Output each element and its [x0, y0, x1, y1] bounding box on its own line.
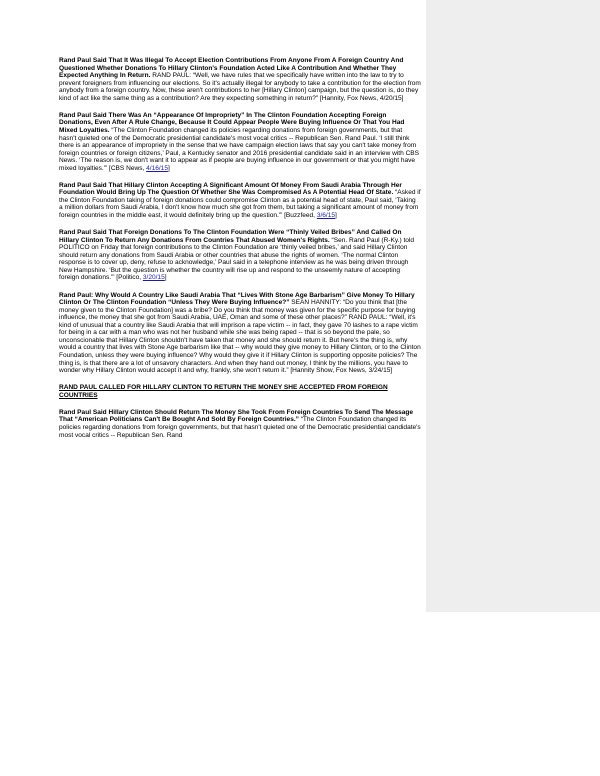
source-link-cbs[interactable]: 4/16/15 [146, 164, 168, 172]
paragraph-text: RAND PAUL: “Well, we have rules that we specifically have written into the law to try to prevent foreigners from influencing our elections. So it's actually illegal for anybody to take a contribution for the election from anybody from a foreign country. Now, these aren't contributions to her [Hillary Clinton] campaign, but the question is, do they kind of act like the same thing as a contribution? Are they expecting something in return?” [Hannity, Fox News, 4/20/15] [59, 72, 421, 102]
comment-margin-panel [426, 0, 600, 612]
paragraph-headline: Rand Paul Said That Hillary Clinton Accepting A Significant Amount Of Money From Saudi Arabia Through Her Foundation Would Bring Up The Question Of Whether She Was Compromised As A Potential Head Of State. [59, 181, 402, 197]
section-header: RAND PAUL CALLED FOR HILLARY CLINTON TO RETURN THE MONEY SHE ACCEPTED FROM FOREIGN COUNTRIES [59, 384, 388, 399]
paragraph-illegal-contributions [59, 57, 421, 102]
paragraph-text: “The Clinton Foundation changed its policies regarding donations from foreign governments, but that hasn't quieted one of the Democratic presidential candidate's most vocal critics -- Republican Sen. Rand Paul. ‘I still think there is an appearance of impropriety in the sense that we have campaign election laws that say you can't take money from foreign countries or foreign citizens,’ Paul, a Kentucky senator and 2016 presidential candidate said in an interview with CBS News. ‘The reason is, we don't want it to appear as if people are buying influence in our government or that you might have mixed loyalties.'” [CBS News, [59, 126, 420, 172]
paragraph-stone-age-barbarism [59, 292, 421, 375]
paragraph-return-the-money [59, 409, 421, 439]
paragraph-end: ] [167, 164, 170, 172]
paragraph-headline: Rand Paul Said There Was An “Appearance Of Impropriety” In The Clinton Foundation Accepting Foreign Donations, Even After A Rule Change, Because It Could Appear People Were Buying Influence Or That You Had Mixed Loyalties. [59, 111, 405, 134]
source-link-buzzfeed[interactable]: 3/6/15 [316, 212, 336, 220]
paragraph-text: “Asked if the Clinton Foundation taking of foreign donations could compromise Clinton as a potential head of state, Paul said, ‘Taking a million dollars from Saudi Arabia, I don't know how much she got from them, but taking a significant amount of money from foreign countries in the middle east, it would definitely bring up the question.'” [Buzzfeed, [59, 189, 421, 220]
paragraph-text: SEAN HANNITY: “Do you think that [the money given to the Clinton Foundation] was a bribe? Do you think that money was given for the specific purpose for buying influence, the money that she got from Saudi Arabia, UAE, Oman and some of these other places?” RAND PAUL: “Well, it's kind of unusual that a country like Saudi Arabia that will imprison a rape victim -- in fact, they gave 70 lashes to a rape victim for being in a car with a man who was not her husband while she was being raped -- that is so beyond the pale, so unconscionable that Hillary Clinton shouldn't have taken that money and she should return it. But here's the thing is, why would a country that lives with Stone Age barbarism like that -- why would they give money to Hillary Clinton, or to the Clinton Foundation, unless they were buying influence? Why would they give it if Hillary Clinton is supporting opposite policies? The thing is, is that there are a lot of unsavory characters. And when they hand out money, I think by the millions, you have to wonder why Hillary Clinton would accept it and why, frankly, she won't return it.” [Hannity Show, Fox News, 3/24/15] [59, 299, 421, 375]
paragraph-text: “Sen. Rand Paul (R-Ky.) told POLITICO on Friday that foreign contributions to the Clinton Foundation are ‘thinly veiled bribes,’ and said Hillary Clinton should return any donations from Saudi Arabia or other countries that abuse the rights of women. ‘The normal Clinton response is to cover up, deny, refuse to acknowledge,’ Paul said in a telephone interview as he was being driven through New Hampshire. ‘But the question is whether the country will rise up and respond to the unseemly nature of accepting foreign donations.'” [Politico, [59, 236, 415, 282]
paragraph-headline: Rand Paul Said Hillary Clinton Should Return The Money She Took From Foreign Countries To Send The Message That “American Politicians Can't Be Bought And Sold By Foreign Countries.” [59, 408, 414, 424]
paragraph-saudi-arabia-money [59, 182, 421, 220]
paragraph-headline: Rand Paul Said That Foreign Donations To The Clinton Foundation Were “Thinly Veiled Bribes” And Called On Hillary Clinton To Return Any Donations From Countries That Abused Women's Rights. [59, 229, 402, 244]
paragraph-headline: Rand Paul: Why Would A Country Like Saudi Arabia That “Lives With Stone Age Barbarism” Give Money To Hillary Clinton Or The Clinton Foundation “Unless They Were Buying Influence?” [59, 291, 415, 307]
paragraph-headline: Rand Paul Said That It Was Illegal To Accept Election Contributions From Anyone From A Foreign Country And Questioned Whether Donations To Hillary Clinton's Foundation Acted Like A Contribution And Whether They Expected Anything In Return. [59, 57, 404, 80]
paragraph-thinly-veiled-bribes [59, 229, 421, 282]
paragraph-appearance-of-impropriety [59, 112, 421, 172]
document-body [59, 57, 421, 449]
paragraph-end: ] [164, 274, 167, 282]
paragraph-text: “The Clinton Foundation changed its policies regarding donations from foreign governments, but that hasn't quieted one of the Democratic presidential candidate's most vocal critics -- Republican Sen. Rand [59, 416, 421, 439]
paragraph-end: ] [335, 212, 337, 220]
source-link-politico[interactable]: 3/20/15 [142, 274, 165, 282]
